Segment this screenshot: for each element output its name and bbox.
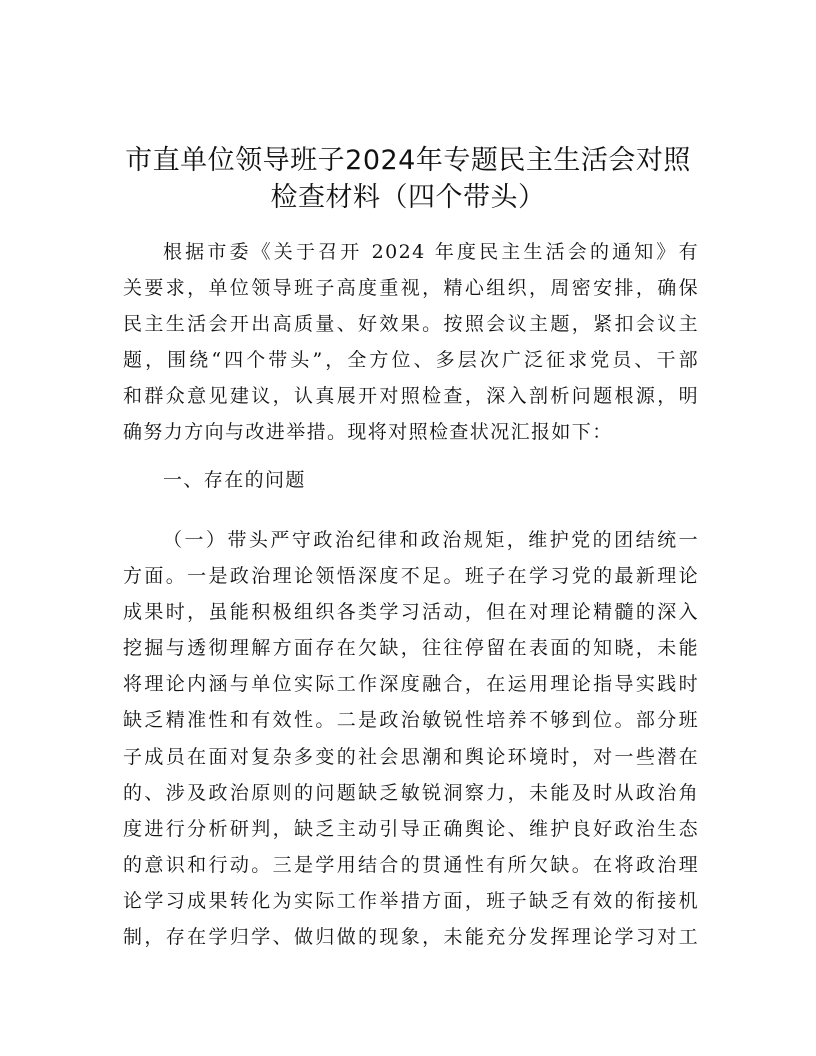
paragraph-line: 的、涉及政治原则的问题缺乏敏锐洞察力，未能及时从政治角	[123, 781, 699, 804]
paragraph-line: 挖掘与透彻理解方面存在欠缺，往往停留在表面的知晓，未能	[123, 637, 699, 660]
paragraph-line: 根据市委《关于召开 2024 年度民主生活会的通知》有	[163, 241, 699, 263]
paragraph-line: 题，围绕“四个带头”，全方位、多层次广泛征求党员、干部	[123, 349, 699, 372]
paragraph-line: （一）带头严守政治纪律和政治规矩，维护党的团结统一	[163, 529, 699, 551]
paragraph-line: 论学习成果转化为实际工作举措方面，班子缺乏有效的衔接机	[123, 889, 699, 912]
document-title-line-1: 市直单位领导班子2024年专题民主生活会对照	[125, 145, 691, 176]
paragraph-line: 民主生活会开出高质量、好效果。按照会议主题，紧扣会议主	[123, 313, 699, 336]
paragraph-line: 成果时，虽能积极组织各类学习活动，但在对理论精髓的深入	[123, 601, 699, 624]
problems-paragraph	[123, 522, 699, 955]
paragraph-line: 确努力方向与改进举措。现将对照检查状况汇报如下：	[123, 421, 613, 444]
paragraph-line: 缺乏精准性和有效性。二是政治敏锐性培养不够到位。部分班	[123, 709, 699, 732]
paragraph-line: 的意识和行动。三是学用结合的贯通性有所欠缺。在将政治理	[123, 853, 699, 876]
paragraph-line: 关要求，单位领导班子高度重视，精心组织，周密安排，确保	[123, 277, 699, 300]
paragraph-line: 和群众意见建议，认真展开对照检查，深入剖析问题根源，明	[123, 385, 699, 408]
section-heading-problems: 一、存在的问题	[163, 469, 306, 491]
paragraph-line: 度进行分析研判，缺乏主动引导正确舆论、维护良好政治生态	[123, 817, 699, 840]
intro-paragraph	[123, 234, 699, 451]
document-title-line-2: 检查材料（四个带头）	[270, 182, 546, 213]
paragraph-line: 方面。一是政治理论领悟深度不足。班子在学习党的最新理论	[123, 565, 699, 588]
paragraph-line: 子成员在面对复杂多变的社会思潮和舆论环境时，对一些潜在	[123, 745, 699, 768]
paragraph-line: 制，存在学归学、做归做的现象，未能充分发挥理论学习对工	[123, 926, 699, 949]
paragraph-line: 将理论内涵与单位实际工作深度融合，在运用理论指导实践时	[123, 673, 699, 696]
